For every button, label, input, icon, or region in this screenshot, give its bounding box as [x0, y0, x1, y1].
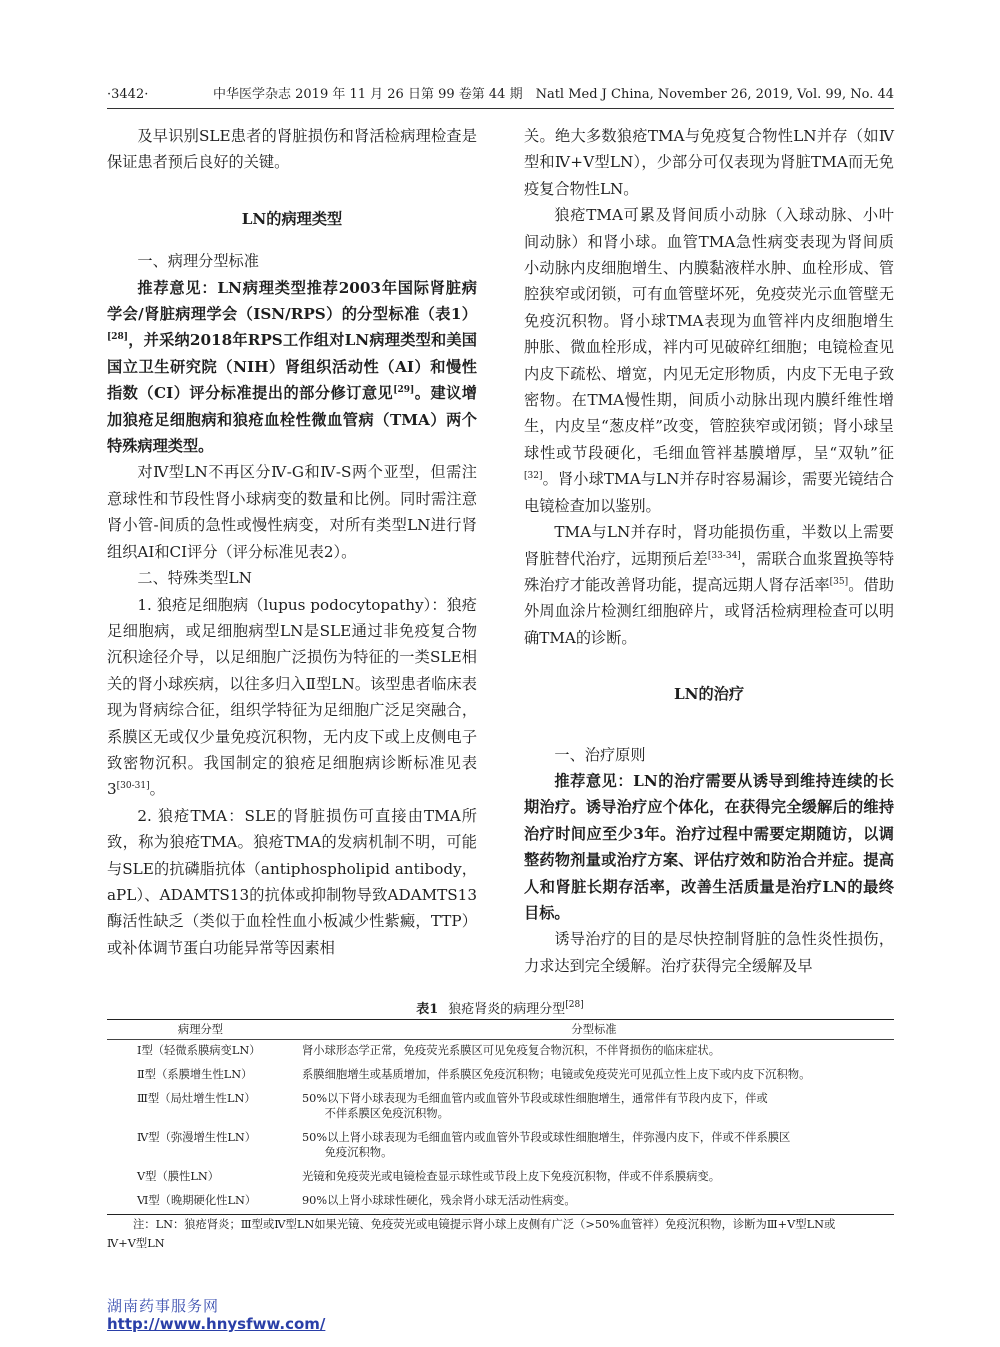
note-text: 注：LN：狼疮肾炎；Ⅲ型或Ⅳ型LN如果光镜、免疫荧光或电镜提示肾小球上皮侧有广泛（>50%血管袢）免疫沉积物，诊断为Ⅲ+Ⅴ型LN或: [133, 1218, 836, 1231]
table-row: [107, 1040, 894, 1065]
note-text: Ⅳ+Ⅴ型LN: [107, 1237, 165, 1250]
cell-text: 免疫沉积物。: [324, 1146, 393, 1159]
table-row: [107, 1127, 894, 1166]
citation: [28]: [565, 1000, 584, 1010]
table-cell: 系膜细胞增生或基质增加，伴系膜区免疫沉积物；电镜或免疫荧光可见孤立性上皮下或内皮下沉积物。: [302, 1068, 811, 1081]
table-cell: Ⅱ型（系膜增生性LN）: [137, 1068, 253, 1081]
table-header-row: [107, 1020, 894, 1040]
column-header: 分型标准: [294, 1020, 894, 1040]
column-header: 病理分型: [107, 1020, 294, 1040]
table-caption: [0, 998, 1000, 1017]
paragraph: [524, 202, 894, 519]
paragraph-text: 。借助外周血涂片检测红细胞碎片，或肾活检病理检查可以明确TMA的诊断。: [524, 575, 895, 647]
cell-text: 不伴系膜区免疫沉积物。: [324, 1107, 449, 1120]
citation: [35]: [829, 576, 849, 587]
table-cell: 肾小球形态学正常，免疫荧光系膜区可见免疫复合物沉积，不伴肾损伤的临床症状。: [302, 1044, 720, 1057]
paragraph-text: TMA与LN并存时，肾功能损伤重，半数以上需要肾脏替代治疗，远期预后差: [524, 523, 894, 568]
paragraph-text: 1. 狼疮足细胞病（lupus podocytopathy）：狼疮足细胞病，或足细胞病型LN是SLE通过非免疫复合物沉积途径介导，以足细胞广泛损伤为特征的一类SLE相关的肾小球疾病，以往多归入Ⅱ型LN。该型患者临床表现为肾病综合征，组织学特征为足细胞广泛足突融合，系膜区无或仅少量免疫沉积物，无内皮下或上皮侧电子致密物沉积。我国制定的狼疮足细胞病诊断标准见表3: [107, 595, 477, 799]
citation: [30-31]: [116, 781, 150, 792]
paragraph-text: 狼疮TMA可累及肾间质小动脉（入球动脉、小叶间动脉）和肾小球。血管TMA急性病变表现为肾间质小动脉内皮细胞增生、内膜黏液样水肿、血栓形成、管腔狭窄或闭锁，可有血管壁坏死，免疫荧光示血管壁无免疫沉积物。肾小球TMA表现为血管袢内皮细胞增生肿胀、微血栓形成，袢内可见破碎红细胞；电镜检查见内皮下疏松、增宽，内见无定形物质，内皮下无电子致密物。在TMA慢性期，间质小动脉出现内膜纤维性增生，内皮呈“葱皮样”改变，管腔狭窄或闭锁；肾小球呈球性或节段硬化，毛细血管袢基膜增厚，呈“双轨”征: [524, 206, 894, 462]
table-cell: [294, 1127, 894, 1166]
paragraph: 关。绝大多数狼疮TMA与免疫复合物性LN并存（如Ⅳ型和Ⅳ+Ⅴ型LN），少部分可仅表现为肾脏TMA而无免疫复合物性LN。: [524, 127, 894, 198]
running-header: [107, 86, 894, 109]
recommendation: 推荐意见：LN的治疗需要从诱导到维持连续的长期治疗。诱导治疗应个体化，在获得完全缓解后的维持治疗时间应至少3年。治疗过程中需要定期随访，以调整药物剂量或治疗方案、评估疗效和防治合并症。提高人和肾脏长期存活率，改善生活质量是治疗LN的最终目标。: [524, 771, 894, 922]
pathology-classification-table: [107, 1019, 894, 1215]
table-cell: Ⅳ型（弥漫增生性LN）: [137, 1131, 257, 1144]
recommendation-text: 。建议增加狼疮足细胞病和狼疮血栓性微血管病（TMA）两个特殊病理类型。: [107, 384, 477, 456]
paragraph: 对Ⅳ型LN不再区分Ⅳ-G和Ⅳ-S两个亚型，但需注意球性和节段性肾小球病变的数量和比例。同时需注意肾小管-间质的急性或慢性病变，对所有类型LN进行肾组织AI和CI评分（评分标准见表2）。: [107, 463, 477, 561]
paragraph-text: ，需联合血浆置换等特殊治疗才能改善肾功能，提高远期人肾存活率: [524, 549, 895, 594]
paragraph: [524, 519, 894, 651]
cell-text: 50%以下肾小球表现为毛细血管内或血管外节段或球性细胞增生，通常伴有节段内皮下，伴或: [302, 1092, 768, 1105]
table-cell: Ⅰ型（轻微系膜病变LN）: [137, 1044, 261, 1057]
citation: [32]: [524, 471, 543, 482]
subsection-heading: 一、病理分型标准: [137, 252, 259, 271]
recommendation-text: 推荐意见：LN病理类型推荐2003年国际肾脏病学会/肾脏病理学会（ISN/RPS）的分型标准（表1）: [107, 278, 477, 324]
cell-text: 50%以上肾小球表现为毛细血管内或血管外节段或球性细胞增生，伴弥漫内皮下，伴或不伴系膜区: [302, 1131, 791, 1144]
right-column: [524, 123, 894, 979]
table-cell: [294, 1088, 894, 1127]
table-label: 表1: [416, 1002, 439, 1017]
watermark-name: 湖南药事服务网: [107, 1297, 220, 1315]
citation: [28]: [107, 332, 129, 343]
table-row: [107, 1088, 894, 1127]
section-heading: LN的病理类型: [241, 209, 343, 228]
table-row: [107, 1190, 894, 1215]
paragraph: 诱导治疗的目的是尽快控制肾脏的急性炎性损伤，力求达到完全缓解。治疗获得完全缓解及早: [524, 930, 894, 975]
left-column: [107, 123, 477, 961]
paragraph-text: 。肾小球TMA与LN并存时容易漏诊，需要光镜结合电镜检查加以鉴别。: [524, 470, 894, 515]
table-title: 狼疮肾炎的病理分型: [448, 1002, 566, 1017]
watermark: [107, 1297, 325, 1333]
subsection-heading: 二、特殊类型LN: [137, 569, 252, 588]
table-cell: Ⅵ型（晚期硬化性LN）: [107, 1190, 294, 1215]
table-cell: 光镜和免疫荧光或电镜检查显示球性或节段上皮下免疫沉积物，伴或不伴系膜病变。: [302, 1170, 720, 1183]
watermark-link[interactable]: http://www.hnysfww.com/: [107, 1315, 326, 1333]
paragraph: [107, 592, 477, 803]
paragraph: 及早识别SLE患者的肾脏损伤和肾活检病理检查是保证患者预后良好的关键。: [107, 127, 477, 172]
table-row: [107, 1064, 894, 1088]
table-cell: 90%以上肾小球球性硬化，残余肾小球无活动性病变。: [294, 1190, 894, 1215]
citation: [33-34]: [707, 550, 741, 561]
table-cell: Ⅲ型（局灶增生性LN）: [137, 1092, 256, 1105]
journal-citation: 中华医学杂志 2019 年 11 月 26 日第 99 卷第 44 期 Natl Med J China, November 26, 2019, Vol. 99, No. 44: [213, 87, 894, 102]
recommendation: [107, 275, 477, 460]
section-heading: LN的治疗: [673, 685, 745, 704]
table-cell: Ⅴ型（膜性LN）: [137, 1170, 220, 1183]
paragraph-text: 。: [149, 780, 165, 799]
page-number: ·3442·: [107, 87, 149, 102]
table-row: [107, 1166, 894, 1190]
table-note: [107, 1215, 897, 1253]
recommendation-text: ，并采纳2018年RPS工作组对LN病理类型和美国国立卫生研究院（NIH）肾组织活动性（AI）和慢性指数（CI）评分标准提出的部分修订意见: [107, 331, 477, 403]
subsection-heading: 一、治疗原则: [554, 745, 646, 764]
paragraph: 2. 狼疮TMA：SLE的肾脏损伤可直接由TMA所致，称为狼疮TMA。狼疮TMA的发病机制不明，可能与SLE的抗磷脂抗体（antiphospholipid antibody，aPL）、ADAMTS13的抗体或抑制物导致ADAMTS13酶活性缺乏（类似于血栓性血小板减少性紫癜，TTP）或补体调节蛋白功能异常等因素相: [107, 806, 477, 957]
citation: [29]: [393, 385, 415, 396]
